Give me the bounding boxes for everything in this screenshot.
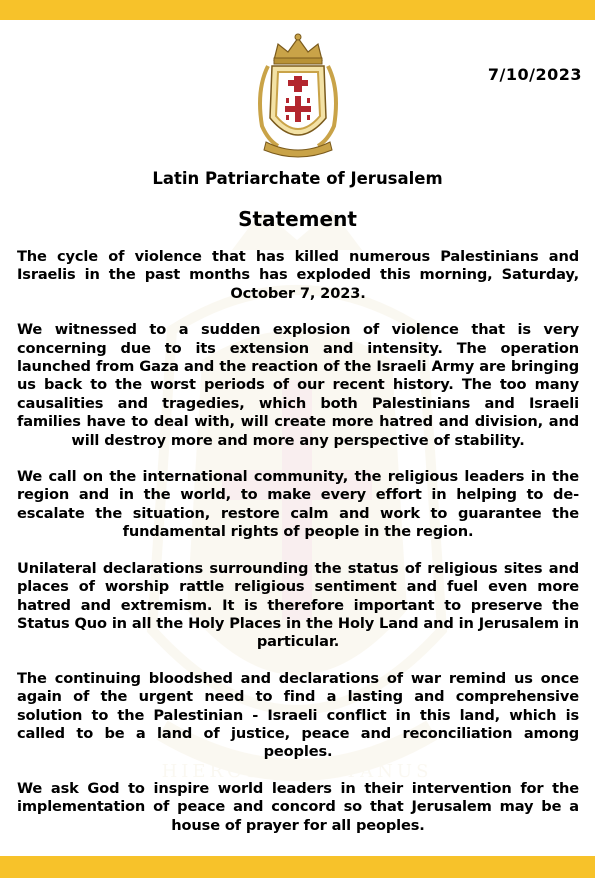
paragraph-3: We call on the international community, the religious leaders in the region and in the world, to make every effort in helping to de-escalate the situation, restore calm and work to guarantee the fundamental rights of people in the region. xyxy=(17,468,579,541)
watermark-ribbon-text: HIEROSOLYMITANUS xyxy=(161,761,433,782)
paragraph-5: The continuing bloodshed and declarations of war remind us once again of the urgent need to find a lasting and comprehensive solution to the Palestinian - Israeli conflict in this land, which is called to be a land of justice, peace and reconciliation among peoples. xyxy=(17,669,579,761)
statement-body xyxy=(17,248,579,853)
document-title: Statement xyxy=(238,207,357,231)
paragraph-6: We ask God to inspire world leaders in their intervention for the implementation of peace and concord so that Jerusalem may be a house of prayer for all peoples. xyxy=(17,779,579,834)
top-accent-bar xyxy=(0,0,595,20)
statement-date: 7/10/2023 xyxy=(487,65,582,84)
paragraph-4: Unilateral declarations surrounding the status of religious sites and places of worship rattle religious sentiment and fuel even more hatred and extremism. It is therefore important to preserve the Status Quo in all the Holy Places in the Holy Land and in Jerusalem in particular. xyxy=(17,559,579,651)
paragraph-2: We witnessed to a sudden explosion of violence that is very concerning due to its extension and intensity. The operation launched from Gaza and the reaction of the Israeli Army are bringing us back to the worst periods of our recent history. The too many causalities and tragedies, which both Palestinians and Israeli families have to deal with, will create more hatred and division, and will destroy more and more any perspective of stability. xyxy=(17,321,579,449)
organization-name: Latin Patriarchate of Jerusalem xyxy=(152,169,443,188)
paragraph-1: The cycle of violence that has killed numerous Palestinians and Israelis in the past months has exploded this morning, Saturday, October 7, 2023. xyxy=(17,248,579,302)
bottom-accent-bar xyxy=(0,856,595,878)
patriarchate-crest-icon xyxy=(248,30,348,162)
